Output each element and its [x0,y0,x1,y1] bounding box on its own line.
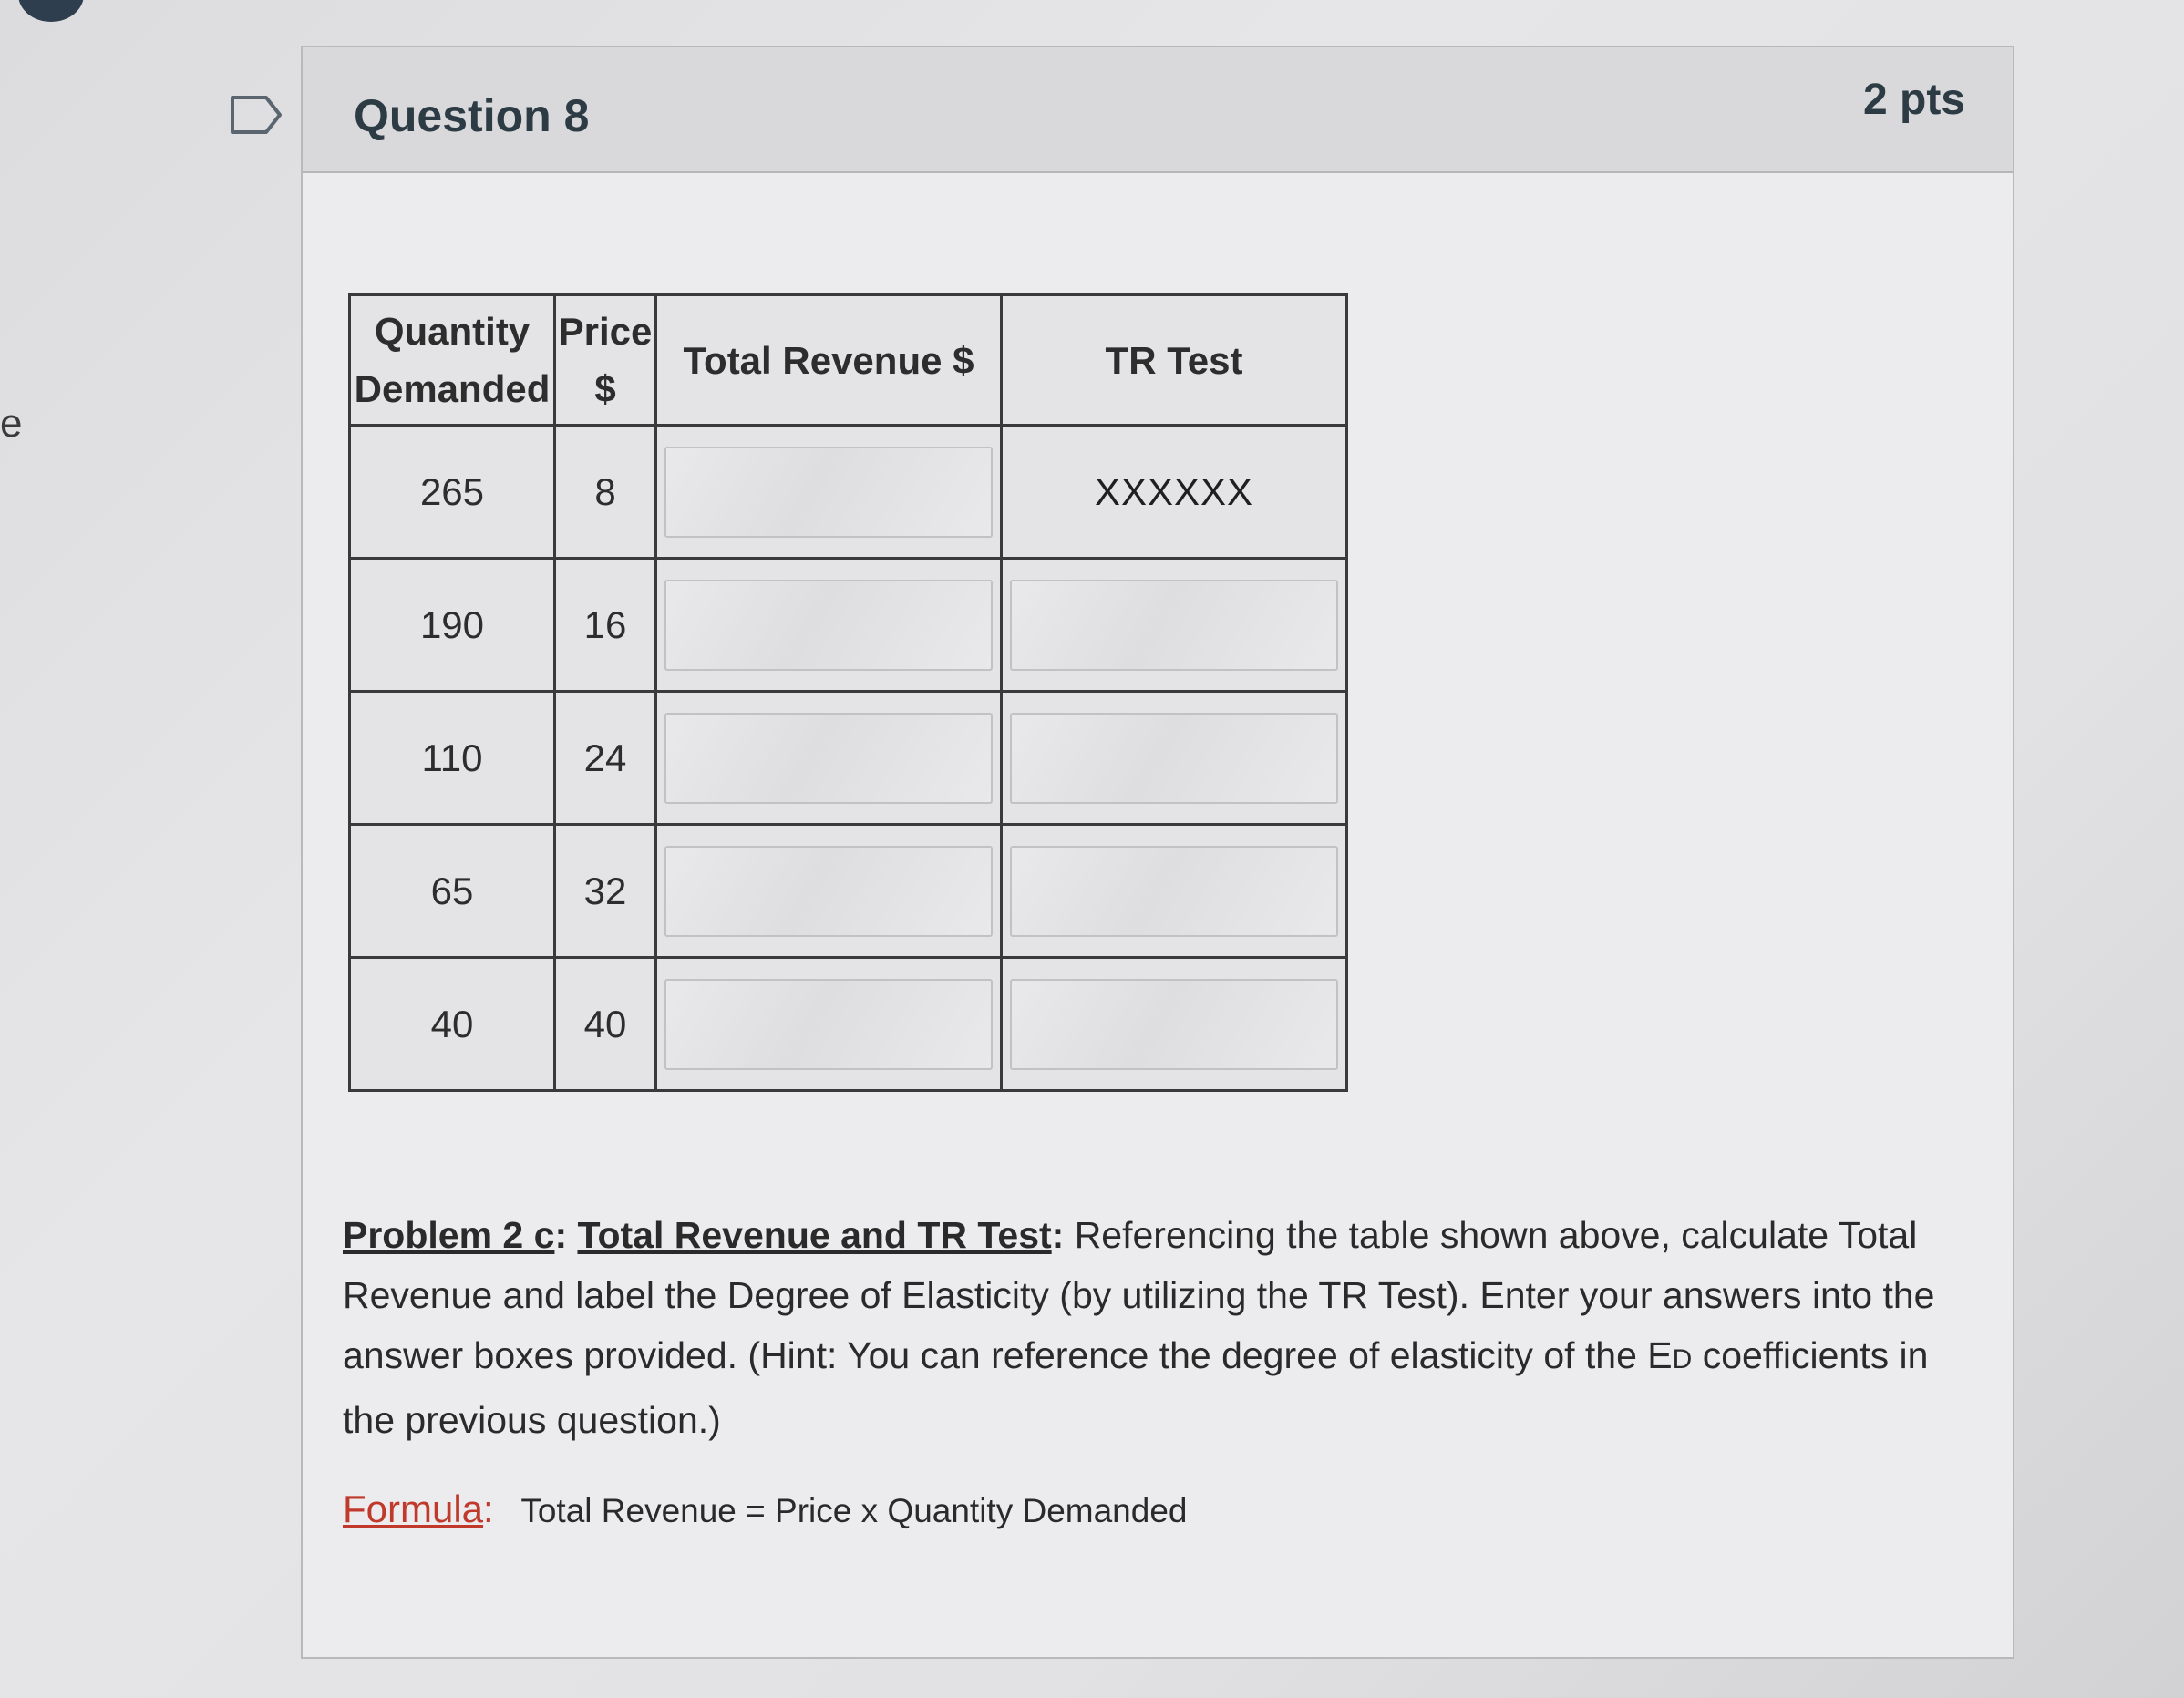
price-cell: 24 [555,692,656,825]
table-row [350,692,1347,825]
tr-test-answer-box[interactable] [1010,713,1338,804]
tr-test-cell [1002,426,1347,559]
side-text-fragment: e [0,401,23,446]
total-revenue-cell [656,426,1002,559]
table-row [350,958,1347,1091]
total-revenue-answer-box[interactable] [664,846,993,937]
ed-subscript: D [1672,1344,1693,1374]
header-quantity-line1: Quantity [374,310,531,353]
total-revenue-cell [656,825,1002,958]
question-title: Question 8 [354,90,590,141]
table-row [350,426,1347,559]
question-header [303,47,2013,173]
problem-topic-colon: : [1051,1214,1075,1256]
formula-label: Formula [343,1487,484,1530]
question-card [301,46,2014,1659]
problem-topic: Total Revenue and TR Test [577,1214,1052,1256]
question-points: 2 pts [1862,76,1965,124]
header-quantity-demanded [350,295,555,426]
bookmark-flag-icon[interactable] [230,95,283,135]
quantity-cell: 40 [350,958,555,1091]
price-cell: 16 [555,559,656,692]
total-revenue-answer-box[interactable] [664,447,993,538]
formula-text: Total Revenue = Price x Quantity Demanded [520,1492,1188,1529]
quantity-cell: 190 [350,559,555,692]
tr-test-cell [1002,559,1347,692]
quantity-cell: 110 [350,692,555,825]
header-price-line2: $ [594,367,616,410]
tr-test-cell [1002,825,1347,958]
quantity-cell: 65 [350,825,555,958]
problem-body-text-end: coefficients in the previous question.) [343,1334,1929,1441]
quantity-cell: 265 [350,426,555,559]
revenue-table [348,293,1348,1092]
avatar[interactable] [18,0,84,22]
table-header-row [350,295,1347,426]
tr-test-cell [1002,692,1347,825]
problem-statement [343,1205,1938,1450]
table-row [350,559,1347,692]
formula-colon: : [483,1487,494,1530]
price-cell: 40 [555,958,656,1091]
tr-test-answer-box[interactable] [1010,979,1338,1070]
problem-label-colon: : [554,1214,578,1256]
formula-line [343,1487,1188,1531]
problem-body-text: Referencing the table shown above, calculate Total Revenue and label the Degree of Elasticity (by utilizing the TR Test). Enter your answers into the answer boxes provided. (Hint: You can reference the degree of elasticity of the E [343,1214,1935,1376]
header-tr-test: TR Test [1002,295,1347,426]
tr-test-cell [1002,958,1347,1091]
header-quantity-line2: Demanded [354,367,551,410]
total-revenue-cell [656,559,1002,692]
problem-label: Problem 2 c [343,1214,555,1256]
total-revenue-cell [656,692,1002,825]
header-price-line1: Price [558,310,653,353]
table-row [350,825,1347,958]
price-cell: 32 [555,825,656,958]
price-cell: 8 [555,426,656,559]
total-revenue-cell [656,958,1002,1091]
total-revenue-answer-box[interactable] [664,713,993,804]
total-revenue-answer-box[interactable] [664,580,993,671]
tr-test-answer-box[interactable] [1010,580,1338,671]
header-price [555,295,656,426]
total-revenue-answer-box[interactable] [664,979,993,1070]
tr-test-answer-box[interactable] [1010,846,1338,937]
header-total-revenue: Total Revenue $ [656,295,1002,426]
tr-test-placeholder-text: XXXXXX [1094,469,1254,513]
